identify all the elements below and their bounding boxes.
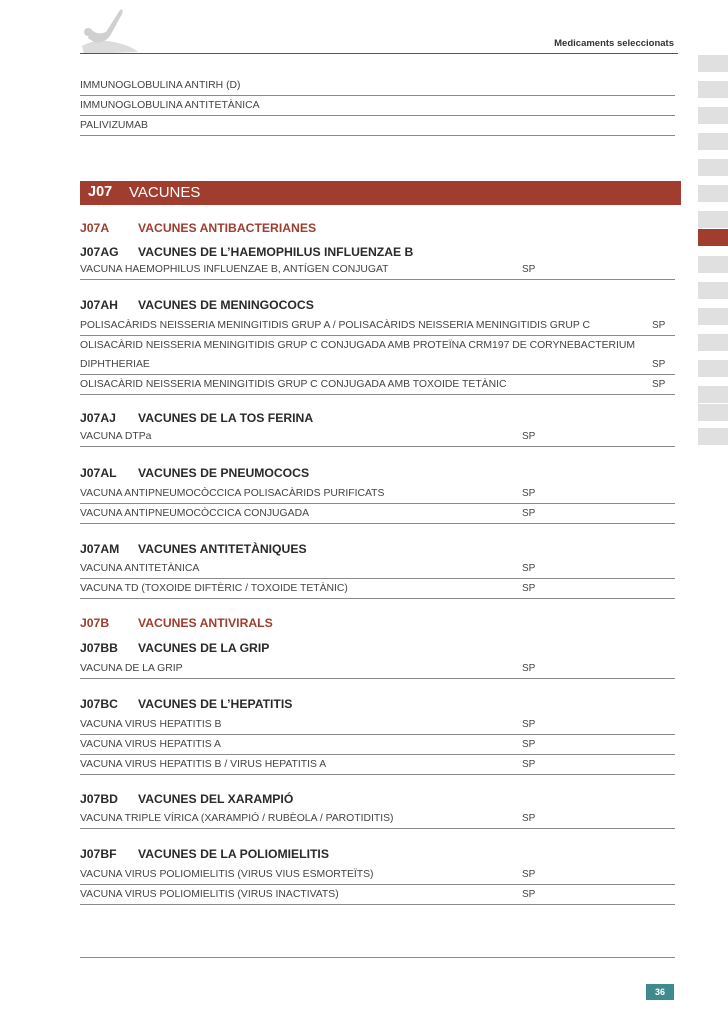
item-name: VACUNA TRIPLE VÍRICA (XARAMPIÓ / RUBÈOLA / PAROTIDITIS) — [80, 813, 394, 824]
item-sp: SP — [522, 739, 536, 750]
header-title: Medicaments seleccionats — [554, 38, 674, 49]
item-name: VACUNA HAEMOPHILUS INFLUENZAE B, ANTÍGEN CONJUGAT — [80, 264, 389, 275]
item-sp: SP — [522, 719, 536, 730]
item-sp: SP — [522, 759, 536, 770]
list-item — [80, 755, 675, 775]
list-item — [80, 559, 675, 579]
item-sp: SP — [652, 320, 666, 331]
subgroup-heading — [80, 221, 316, 235]
list-item — [80, 504, 675, 524]
list-item — [80, 715, 675, 735]
list-item — [80, 659, 675, 679]
section-tab[interactable] — [698, 81, 728, 98]
subgroup-name: VACUNES DE L’HAEMOPHILUS INFLUENZAE B — [138, 245, 414, 259]
subgroup-name: VACUNES ANTITETÀNIQUES — [138, 542, 307, 556]
item-name: VACUNA VIRUS POLIOMIELITIS (VIRUS INACTIVATS) — [80, 889, 339, 900]
subgroup-name: VACUNES DE LA GRIP — [138, 641, 270, 655]
list-item — [80, 336, 675, 355]
section-tab[interactable] — [698, 107, 728, 124]
subgroup-heading — [80, 411, 313, 425]
item-sp: SP — [522, 563, 536, 574]
band-code: J07 — [88, 184, 113, 200]
item-name: VACUNA DE LA GRIP — [80, 663, 183, 674]
section-tab[interactable] — [698, 211, 728, 228]
subgroup-code: J07BD — [80, 792, 118, 806]
subgroup-heading — [80, 542, 307, 556]
item-sp: SP — [522, 488, 536, 499]
list-item — [80, 316, 675, 336]
subgroup-code: J07BB — [80, 641, 118, 655]
item-name: IMMUNOGLOBULINA ANTITETÀNICA — [80, 100, 260, 111]
subgroup-name: VACUNES DE L’HEPATITIS — [138, 697, 293, 711]
subgroup-heading — [80, 641, 269, 655]
subgroup-heading — [80, 245, 413, 259]
item-sp: SP — [522, 508, 536, 519]
item-list — [80, 260, 675, 280]
item-name: VACUNA VIRUS POLIOMIELITIS (VIRUS VIUS ESMORTEÏTS) — [80, 869, 374, 880]
list-item — [80, 865, 675, 885]
header-rule — [80, 53, 678, 54]
item-name: VACUNA ANTIPNEUMOCÒCCICA POLISACÀRIDS PURIFICATS — [80, 488, 385, 499]
item-sp: SP — [522, 431, 536, 442]
subgroup-name: VACUNES DE MENINGOCOCS — [138, 298, 314, 312]
subgroup-code: J07AG — [80, 245, 119, 259]
item-name: POLISACÀRIDS NEISSERIA MENINGITIDIS GRUP A / POLISACÀRIDS NEISSERIA MENINGITIDIS GRUP C — [80, 320, 591, 331]
footer-rule — [80, 957, 675, 958]
subgroup-name: VACUNES DE PNEUMOCOCS — [138, 466, 310, 480]
item-name: VACUNA DTPa — [80, 431, 152, 442]
section-tab[interactable] — [698, 334, 728, 351]
subgroup-name: VACUNES ANTIVIRALS — [138, 616, 273, 630]
section-tab-active[interactable] — [698, 229, 728, 246]
list-item — [80, 96, 675, 116]
band-name: VACUNES — [129, 184, 201, 201]
item-sp: SP — [522, 583, 536, 594]
list-item — [80, 260, 675, 280]
subgroup-heading — [80, 298, 314, 312]
section-tab[interactable] — [698, 360, 728, 377]
item-list — [80, 484, 675, 524]
item-sp: SP — [522, 889, 536, 900]
section-tab[interactable] — [698, 133, 728, 150]
top-item-list — [80, 76, 675, 136]
item-list — [80, 659, 675, 679]
item-name: VACUNA TD (TOXOIDE DIFTÈRIC / TOXOIDE TETÀNIC) — [80, 583, 348, 594]
item-name: VACUNA ANTIPNEUMOCÒCCICA CONJUGADA — [80, 508, 310, 519]
section-tab[interactable] — [698, 308, 728, 325]
list-item — [80, 355, 675, 375]
subgroup-heading — [80, 792, 293, 806]
subgroup-heading — [80, 847, 329, 861]
subgroup-code: J07BC — [80, 697, 118, 711]
page-number: 36 — [646, 984, 674, 1000]
section-tab[interactable] — [698, 282, 728, 299]
subgroup-heading — [80, 697, 292, 711]
list-item — [80, 579, 675, 599]
section-band — [80, 181, 681, 205]
item-name: VACUNA ANTITETÀNICA — [80, 563, 200, 574]
item-name: DIPHTHERIAE — [80, 359, 150, 370]
subgroup-heading — [80, 466, 309, 480]
list-item — [80, 484, 675, 504]
list-item — [80, 735, 675, 755]
item-name: OLISACÀRID NEISSERIA MENINGITIDIS GRUP C CONJUGADA AMB PROTEÏNA CRM197 DE CORYNEBACTERIUM — [80, 340, 636, 351]
subgroup-code: J07AH — [80, 298, 118, 312]
item-list — [80, 809, 675, 829]
subgroup-code: J07B — [80, 616, 110, 630]
item-list — [80, 715, 675, 775]
item-sp: SP — [652, 379, 666, 390]
subgroup-code: J07AM — [80, 542, 120, 556]
list-item — [80, 375, 675, 395]
item-sp: SP — [522, 663, 536, 674]
item-list — [80, 316, 675, 395]
subgroup-name: VACUNES ANTIBACTERIANES — [138, 221, 317, 235]
item-sp: SP — [522, 264, 536, 275]
item-list — [80, 559, 675, 599]
item-name: IMMUNOGLOBULINA ANTIRH (D) — [80, 80, 241, 91]
subgroup-code: J07AJ — [80, 411, 116, 425]
subgroup-heading — [80, 616, 273, 630]
list-item — [80, 116, 675, 136]
subgroup-code: J07AL — [80, 466, 117, 480]
item-sp: SP — [522, 813, 536, 824]
subgroup-code: J07BF — [80, 847, 117, 861]
subgroup-name: VACUNES DE LA TOS FERINA — [138, 411, 314, 425]
logo-icon — [76, 8, 142, 56]
item-list — [80, 427, 675, 447]
item-name: VACUNA VIRUS HEPATITIS A — [80, 739, 221, 750]
list-item — [80, 885, 675, 905]
item-name: PALIVIZUMAB — [80, 120, 148, 131]
item-name: VACUNA VIRUS HEPATITIS B — [80, 719, 222, 730]
section-tab[interactable] — [698, 428, 728, 445]
section-tab[interactable] — [698, 55, 728, 72]
item-sp: SP — [522, 869, 536, 880]
section-tab[interactable] — [698, 185, 728, 202]
section-tab[interactable] — [698, 256, 728, 273]
subgroup-name: VACUNES DE LA POLIOMIELITIS — [138, 847, 329, 861]
item-name: VACUNA VIRUS HEPATITIS B / VIRUS HEPATITIS A — [80, 759, 327, 770]
section-tab[interactable] — [698, 386, 728, 403]
item-name: OLISACÀRID NEISSERIA MENINGITIDIS GRUP C CONJUGADA AMB TOXOIDE TETÀNIC — [80, 379, 507, 390]
list-item — [80, 809, 675, 829]
item-list — [80, 865, 675, 905]
subgroup-code: J07A — [80, 221, 110, 235]
section-tab[interactable] — [698, 159, 728, 176]
item-sp: SP — [652, 359, 666, 370]
subgroup-name: VACUNES DEL XARAMPIÓ — [138, 792, 294, 806]
section-tab[interactable] — [698, 404, 728, 421]
list-item — [80, 427, 675, 447]
list-item — [80, 76, 675, 96]
